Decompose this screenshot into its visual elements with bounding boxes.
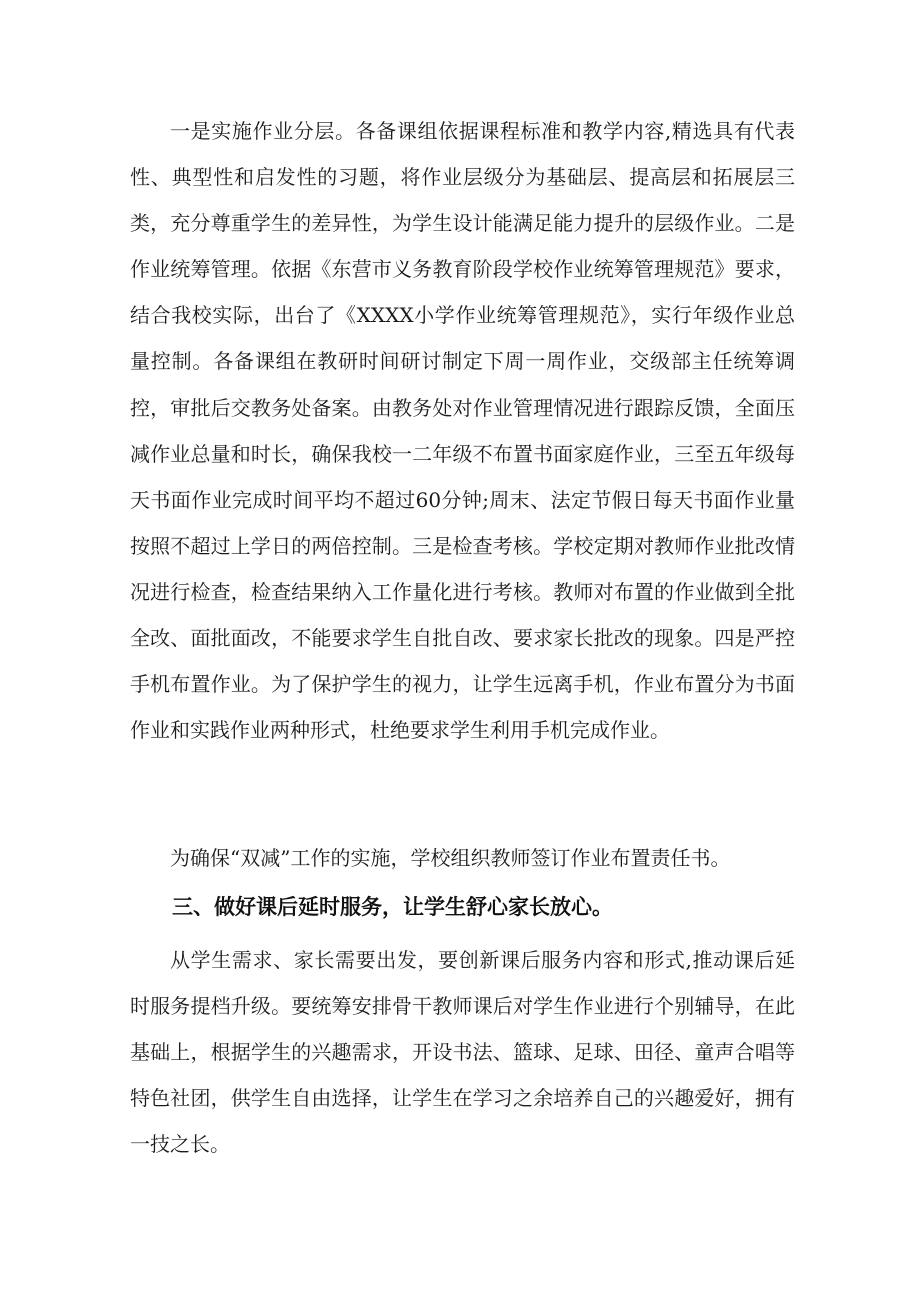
paragraph-text: 一是实施作业分层。各备课组依据课程标准和教学内容,精选具有代表性、典型性和启发性的习题，将作业层级分为基础层、提高层和拓展层三类，充分尊重学生的差异性，为学生设计能满足能力提升的层级作业。二是作业统筹管理。依据《东营市义务教育阶段学校作业统筹管理规范》要求，结合我校实际，出台了《XXXX小学作业统筹管理规范》，实行年级作业总量控制。各备课组在教研时间研讨制定下周一周作业，交级部主任统筹调控，审批后交教务处备案。由教务处对作业管理情况进行跟踪反馈，全面压减作业总量和时长，确保我校一二年级不布置书面家庭作业，三至五年级每天书面作业完成时间平均不超过60分钟;周末、法定节假日每天书面作业量按照不超过上学日的两倍控制。三是检查考核。学校定期对教师作业批改情况进行检查，检查结果纳入工作量化进行考核。教师对布置的作业做到全批全改、面批面改，不能要求学生自批自改、要求家长批改的现象。四是严控手机布置作业。为了保护学生的视力，让学生远离手机，作业布置分为书面作业和实践作业两种形式，杜绝要求学生利用手机完成作业。 xyxy=(130,119,795,743)
paragraph-after-school-service xyxy=(130,937,795,1167)
paragraph-text: 从学生需求、家长需要出发，要创新课后服务内容和形式,推动课后延时服务提档升级。要统筹安排骨干教师课后对学生作业进行个别辅导，在此基础上，根据学生的兴趣需求，开设书法、篮球、足球、田径、童声合唱等特色社团，供学生自由选择，让学生在学习之余培养自己的兴趣爱好，拥有一技之长。 xyxy=(130,948,795,1157)
paragraph-responsibility-letter xyxy=(130,835,795,881)
section-heading: 三、做好课后延时服务，让学生舒心家长放心。 xyxy=(172,895,613,919)
paragraph-text: 为确保“双减”工作的实施，学校组织教师签订作业布置责任书。 xyxy=(170,846,731,870)
paragraph-homework-management xyxy=(130,108,795,753)
